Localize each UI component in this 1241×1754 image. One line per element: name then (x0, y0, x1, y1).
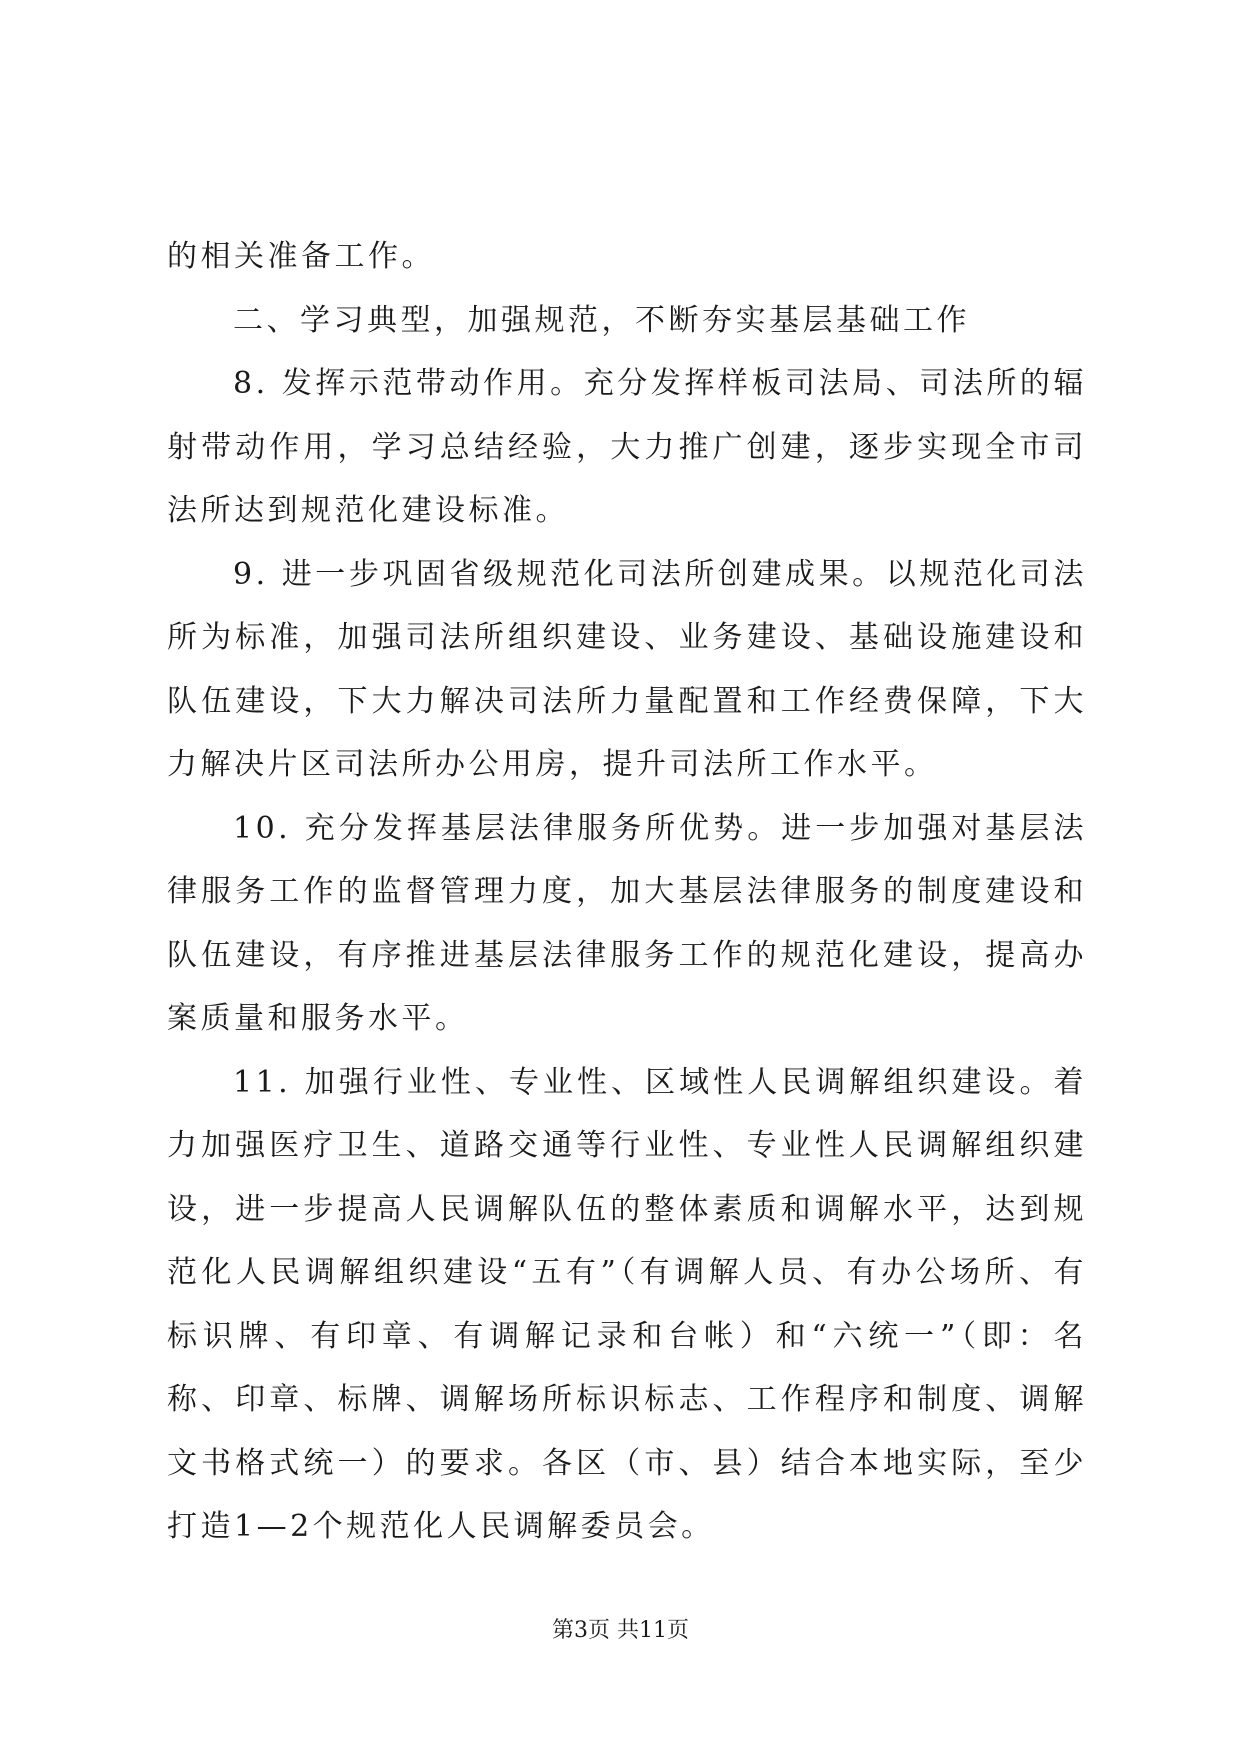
document-body (167, 225, 1087, 1559)
paragraph-item-11: 11. 加强行业性、专业性、区域性人民调解组织建设。着力加强医疗卫生、道路交通等行业性、专业性人民调解组织建设，进一步提高人民调解队伍的整体素质和调解水平，达到规范化人民调解组织建设“五有”（有调解人员、有办公场所、有标识牌、有印章、有调解记录和台帐）和“六统一”（即：名称、印章、标牌、调解场所标识标志、工作程序和制度、调解文书格式统一）的要求。各区（市、县）结合本地实际，至少打造1—2个规范化人民调解委员会。 (167, 1064, 1087, 1544)
paragraph-item-9: 9. 进一步巩固省级规范化司法所创建成果。以规范化司法所为标准，加强司法所组织建设、业务建设、基础设施建设和队伍建设，下大力解决司法所力量配置和工作经费保障，下大力解决片区司法所办公用房，提升司法所工作水平。 (167, 556, 1087, 782)
section-heading: 二、学习典型，加强规范，不断夯实基层基础工作 (233, 302, 970, 338)
page-footer (0, 1616, 1241, 1646)
paragraph-item-8: 8. 发挥示范带动作用。充分发挥样板司法局、司法所的辐射带动作用，学习总结经验，大力推广创建，逐步实现全市司法所达到规范化建设标准。 (167, 366, 1087, 528)
page-number: 第3页 共11页 (552, 1618, 689, 1643)
paragraph-continuation: 的相关准备工作。 (167, 239, 435, 274)
paragraph-item-10: 10. 充分发挥基层法律服务所优势。进一步加强对基层法律服务工作的监督管理力度，加大基层法律服务的制度建设和队伍建设，有序推进基层法律服务工作的规范化建设，提高办案质量和服务水平。 (167, 810, 1087, 1036)
